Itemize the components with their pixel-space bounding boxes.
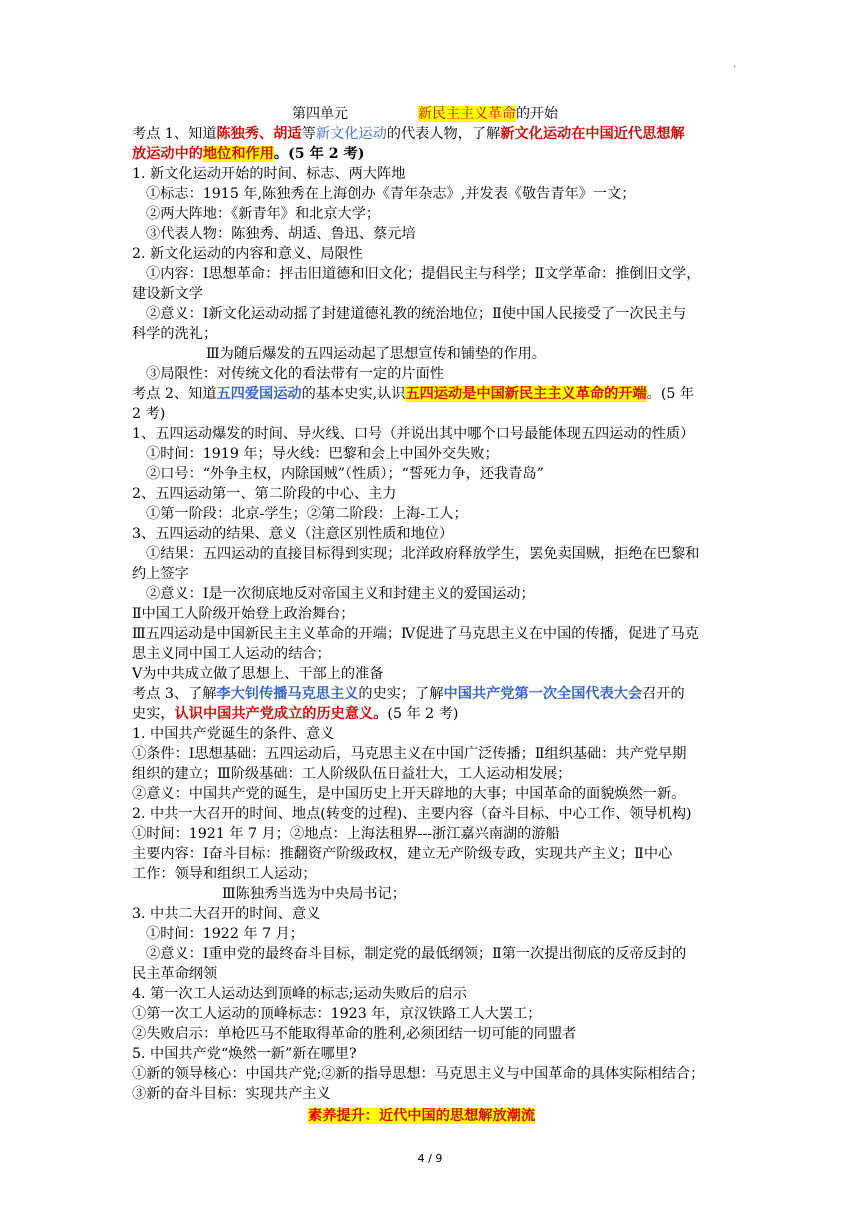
text-line: ②口号：“外争主权，内除国贼”（性质）；“誓死力争，还我青岛” [146, 466, 544, 482]
text-line: 科学的洗礼； [132, 326, 218, 342]
section-heading: 1、五四运动爆发的时间、导火线、口号（并说出其中哪个口号最能体现五四运动的性质） [132, 426, 695, 442]
k2-highlight: 五四运动是中国新民主主义革命的开端 [405, 386, 647, 402]
text-line: ①时间：1919 年；导火线：巴黎和会上中国外交失败； [146, 446, 499, 462]
k1-highlight: 地位和作用 [202, 146, 274, 162]
kaodian-2-line1 [132, 384, 694, 404]
k1-text: 的代表人物，了解 [386, 126, 501, 142]
k1-text: 考点 1、知道 [132, 126, 217, 142]
k3-frequency: (5 年 2 考) [387, 706, 459, 722]
text-line: ②意义：Ⅰ新文化运动动摇了封建道德礼教的统治地位；Ⅱ使中国人民接受了一次民主与 [146, 306, 687, 322]
k1-emphasis: 新文化运动在中国近代思想解 [500, 126, 685, 142]
text-line: Ⅲ五四运动是中国新民主主义革命的开端；Ⅳ促进了马克思主义在中国的传播，促进了马克 [132, 626, 699, 642]
kaodian-3-line1 [132, 684, 685, 704]
section-heading: 1. 中国共产党诞生的条件、意义 [132, 726, 335, 742]
k3-emphasis: 认识中国共产党成立的历史意义。 [174, 706, 388, 722]
text-line: ①时间：1922 年 7 月； [146, 926, 304, 942]
section-heading: 1. 新文化运动开始的时间、标志、两大阵地 [132, 166, 406, 182]
banner-text: 素养提升：近代中国的思想解放潮流 [308, 1108, 536, 1124]
text-line: ①条件：Ⅰ思想基础：五四运动后，马克思主义在中国广泛传播；Ⅱ组织基础：共产党早期 [132, 746, 687, 762]
text-line: ①结果：五四运动的直接目标得到实现；北洋政府释放学生，罢免卖国贼，拒绝在巴黎和 [146, 546, 700, 562]
k2-text: 的基本史实,认识 [301, 386, 406, 402]
text-line: ①第一阶段：北京-学生；②第二阶段：上海-工人； [146, 506, 468, 522]
corner-mark: · [733, 62, 737, 73]
text-line: ①内容：Ⅰ思想革命：抨击旧道德和旧文化；提倡民主与科学；Ⅱ文学革命：推倒旧文学， [146, 266, 701, 282]
k1-emphasis: 放运动中的 [132, 146, 203, 162]
text-line: ③代表人物：陈独秀、胡适、鲁迅、蔡元培 [146, 226, 416, 242]
unit-title [292, 104, 558, 124]
k2-text: 考点 2、知道 [132, 386, 217, 402]
text-line: Ⅲ陈独秀当选为中央局书记； [222, 886, 406, 902]
k1-movement: 新文化运动 [315, 126, 387, 142]
text-line: ②意义：中国共产党的诞生，是中国历史上开天辟地的大事；中国革命的面貌焕然一新。 [132, 786, 686, 802]
k3-text: 的史实；了解 [358, 686, 444, 702]
k1-frequency: 。(5 年 2 考) [273, 146, 365, 162]
text-line: 主要内容：Ⅰ奋斗目标：推翻资产阶级政权，建立无产阶级专政，实现共产主义；Ⅱ中心 [132, 846, 673, 862]
text-line: 组织的建立；Ⅲ阶级基础：工人阶级队伍日益壮大，工人运动相发展； [132, 766, 572, 782]
section-heading: 2. 中共一大召开的时间、地点(转变的过程)、主要内容（奋斗目标、中心工作、领导机构) [132, 806, 692, 822]
k3-congress: 中国共产党第一次全国代表大会 [443, 686, 643, 702]
kaodian-1-line2 [132, 144, 364, 164]
section-heading: 3、五四运动的结果、意义（注意区别性质和地位） [132, 526, 454, 542]
text-line: 思主义同中国工人运动的结合； [132, 646, 331, 662]
text-line: 民主革命纲领 [132, 966, 218, 982]
text-line: 建设新文学 [132, 286, 203, 302]
k3-person: 李大钊传播马克思主义 [216, 686, 359, 702]
text-line: ②失败启示：单枪匹马不能取得革命的胜利,必须团结一切可能的同盟者 [132, 1026, 577, 1042]
section-heading: 3. 中共二大召开的时间、意义 [132, 906, 321, 922]
unit-topic-suffix: 的开始 [516, 106, 558, 122]
literacy-banner [308, 1106, 535, 1126]
k3-text: 召开的 [642, 686, 685, 702]
text-line: ①时间：1921 年 7 月；②地点：上海法租界---浙江嘉兴南湖的游船 [132, 826, 560, 842]
text-line: Ⅲ为随后爆发的五四运动起了思想宣传和铺垫的作用。 [206, 346, 546, 362]
k1-persons: 陈独秀、胡适 [216, 126, 302, 142]
unit-label: 第四单元 [292, 106, 348, 122]
section-heading: 2. 新文化运动的内容和意义、局限性 [132, 246, 363, 262]
kaodian-1-line1 [132, 124, 685, 144]
text-line: ①标志：1915 年,陈独秀在上海创办《青年杂志》,并发表《敬告青年》一文； [146, 186, 636, 202]
text-line: ③新的奋斗目标：实现共产主义 [132, 1086, 331, 1102]
k2-movement: 五四爱国运动 [216, 386, 302, 402]
k1-text: 等 [301, 126, 316, 142]
text-line: ②意义：Ⅰ重申党的最终奋斗目标，制定党的最低纲领；Ⅱ第一次提出彻底的反帝反封的 [146, 946, 687, 962]
text-line: 约上签字 [132, 566, 189, 582]
text-line: 工作：领导和组织工人运动； [132, 866, 317, 882]
section-heading: 5. 中国共产党“焕然一新”新在哪里? [132, 1046, 357, 1062]
text-line: Ⅱ中国工人阶级开始登上政治舞台； [132, 606, 355, 622]
page-number: 4 / 9 [417, 1152, 443, 1165]
unit-topic: 新民主主义革命 [418, 106, 516, 122]
kaodian-2-line2: 2 考) [132, 406, 166, 422]
text-line: ②意义：Ⅰ是一次彻底地反对帝国主义和封建主义的爱国运动； [146, 586, 535, 602]
text-line: ①新的领导核心：中国共产党;②新的指导思想：马克思主义与中国革命的具体实际相结合； [132, 1066, 705, 1082]
k3-text: 史实， [132, 706, 175, 722]
kaodian-3-line2 [132, 704, 458, 724]
k2-frequency: 。(5 年 [646, 386, 695, 402]
text-line: Ⅴ为中共成立做了思想上、干部上的准备 [132, 666, 384, 682]
k3-text: 考点 3、了解 [132, 686, 217, 702]
text-line: ③局限性：对传统文化的看法带有一定的片面性 [146, 366, 444, 382]
text-line: ②两大阵地：《新青年》和北京大学； [146, 206, 381, 222]
text-line: ①第一次工人运动的顶峰标志：1923 年，京汉铁路工人大罢工； [132, 1006, 542, 1022]
section-heading: 4. 第一次工人运动达到顶峰的标志;运动失败后的启示 [132, 986, 467, 1002]
section-heading: 2、五四运动第一、第二阶段的中心、主力 [132, 486, 397, 502]
